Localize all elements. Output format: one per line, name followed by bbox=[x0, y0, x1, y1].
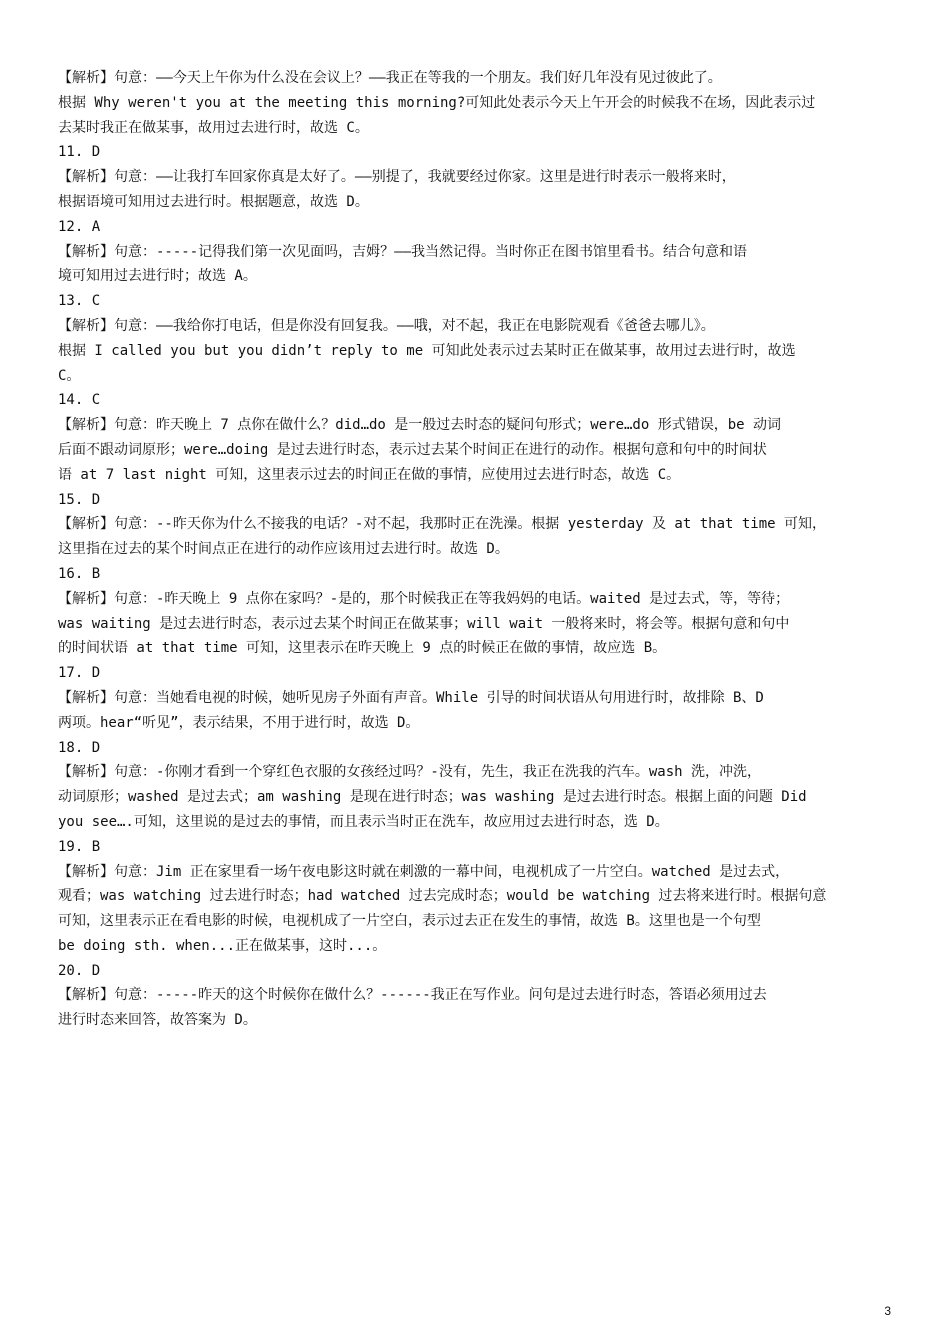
text-line: 境可知用过去进行时；故选 A。 bbox=[58, 268, 257, 285]
text-line: be doing sth. when...正在做某事，这时...。 bbox=[58, 937, 387, 954]
page-number: 3 bbox=[884, 1304, 891, 1318]
answer-explanations bbox=[58, 66, 898, 1033]
text-line: you see….可知，这里说的是过去的事情，而且表示当时正在洗车，故应用过去进行时态，选 D。 bbox=[58, 813, 669, 830]
text-line: 根据 Why weren't you at the meeting this morning?可知此处表示今天上午开会的时候我不在场，因此表示过 bbox=[58, 94, 816, 111]
text-line: 可知，这里表示正在看电影的时候，电视机成了一片空白，表示过去正在发生的事情，故选 B。这里也是一个句型 bbox=[58, 913, 761, 930]
text-line: 【解析】句意：-你刚才看到一个穿红色衣服的女孩经过吗？-没有，先生，我正在洗我的汽车。wash 洗，冲洗， bbox=[58, 764, 761, 781]
answer-number: 17. D bbox=[58, 665, 101, 682]
text-line: 【解析】句意：昨天晚上 7 点你在做什么？did…do 是一般过去时态的疑问句形式；were…do 形式错误，be 动词 bbox=[58, 417, 782, 434]
text-line: 根据 I called you but you didn’t reply to me 可知此处表示过去某时正在做某事，故用过去进行时，故选 bbox=[58, 342, 796, 359]
text-line: C。 bbox=[58, 367, 81, 384]
answer-number: 20. D bbox=[58, 962, 101, 979]
text-line: 【解析】句意：-----记得我们第一次见面吗，吉姆？——我当然记得。当时你正在图书馆里看书。结合句意和语 bbox=[58, 243, 747, 260]
text-line: 去某时我正在做某事，故用过去进行时，故选 C。 bbox=[58, 119, 369, 136]
answer-number: 15. D bbox=[58, 491, 101, 508]
text-line: 根据语境可知用过去进行时。根据题意，故选 D。 bbox=[58, 193, 369, 210]
text-line: 【解析】句意：-昨天晚上 9 点你在家吗？-是的，那个时候我正在等我妈妈的电话。waited 是过去式，等，等待； bbox=[58, 590, 790, 607]
text-line: 进行时态来回答，故答案为 D。 bbox=[58, 1012, 257, 1029]
text-line: 【解析】句意：Jim 正在家里看一场午夜电影这时就在刺激的一幕中间，电视机成了一片空白。watched 是过去式， bbox=[58, 863, 790, 880]
answer-number: 11. D bbox=[58, 144, 101, 161]
answer-number: 12. A bbox=[58, 218, 101, 235]
text-line: 这里指在过去的某个时间点正在进行的动作应该用过去进行时。故选 D。 bbox=[58, 541, 509, 558]
answer-number: 14. C bbox=[58, 392, 101, 409]
text-line: 两项。hear“听见”，表示结果，不用于进行时，故选 D。 bbox=[58, 714, 420, 731]
text-line: 【解析】句意：--昨天你为什么不接我的电话？-对不起，我那时正在洗澡。根据 yesterday 及 at that time 可知， bbox=[58, 516, 827, 533]
text-line: 语 at 7 last night 可知，这里表示过去的时间正在做的事情，应使用过去进行时态，故选 C。 bbox=[58, 466, 681, 483]
text-line: 的时间状语 at that time 可知，这里表示在昨天晚上 9 点的时候正在做的事情，故应选 B。 bbox=[58, 640, 667, 657]
answer-number: 13. C bbox=[58, 293, 101, 310]
text-line: 【解析】句意：-----昨天的这个时候你在做什么？------我正在写作业。问句是过去进行时态，答语必须用过去 bbox=[58, 987, 767, 1004]
text-line: 动词原形；washed 是过去式；am washing 是现在进行时态；was washing 是过去进行时态。根据上面的问题 Did bbox=[58, 789, 807, 806]
answer-number: 18. D bbox=[58, 739, 101, 756]
answer-number: 16. B bbox=[58, 565, 101, 582]
text-line: 【解析】句意：——今天上午你为什么没在会议上？——我正在等我的一个朋友。我们好几年没有见过彼此了。 bbox=[58, 70, 722, 86]
answer-number: 19. B bbox=[58, 838, 101, 855]
text-line: 观看；was watching 过去进行时态；had watched 过去完成时态；would be watching 过去将来进行时。根据句意 bbox=[58, 888, 827, 905]
text-line: 后面不跟动词原形；were…doing 是过去进行时态，表示过去某个时间正在进行的动作。根据句意和句中的时间状 bbox=[58, 441, 767, 458]
text-line: 【解析】句意：——让我打车回家你真是太好了。——别提了，我就要经过你家。这里是进行时表示一般将来时， bbox=[58, 169, 736, 186]
text-line: 【解析】句意：当她看电视的时候，她听见房子外面有声音。While 引导的时间状语从句用进行时，故排除 B、D bbox=[58, 689, 764, 706]
text-line: 【解析】句意：——我给你打电话，但是你没有回复我。——哦，对不起，我正在电影院观看《爸爸去哪儿》。 bbox=[58, 317, 715, 334]
text-line: was waiting 是过去进行时态，表示过去某个时间正在做某事；will wait 一般将来时，将会等。根据句意和句中 bbox=[58, 615, 790, 632]
